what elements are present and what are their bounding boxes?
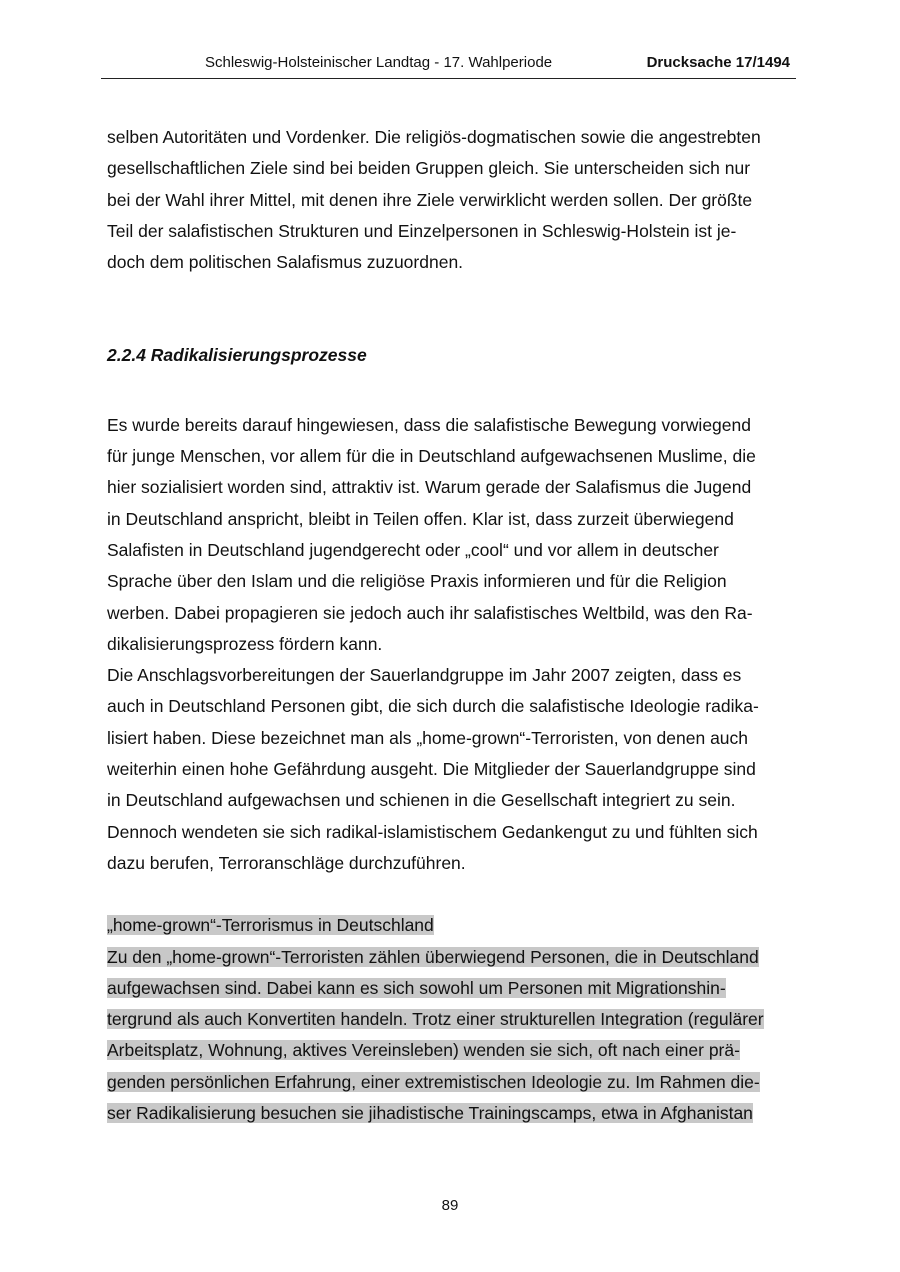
highlighted-line: Arbeitsplatz, Wohnung, aktives Vereinsleben) wenden sie sich, oft nach einer prä-: [107, 1040, 740, 1061]
highlighted-info-box: [107, 910, 797, 1129]
header-title: Schleswig-Holsteinischer Landtag - 17. Wahlperiode: [205, 54, 553, 71]
text-line: weiterhin einen hohe Gefährdung ausgeht. Die Mitglieder der Sauerlandgruppe sind: [107, 759, 756, 780]
text-line: Sprache über den Islam und die religiöse Praxis informieren und für die Religion: [107, 571, 727, 592]
text-line: Dennoch wendeten sie sich radikal-islamistischem Gedankengut zu und fühlten sich: [107, 821, 758, 842]
text-line: Es wurde bereits darauf hingewiesen, dass die salafistische Bewegung vorwiegend: [107, 414, 751, 435]
highlighted-line: genden persönlichen Erfahrung, einer extremistischen Ideologie zu. Im Rahmen die-: [107, 1071, 760, 1092]
text-line: Teil der salafistischen Strukturen und Einzelpersonen in Schleswig-Holstein ist je-: [107, 220, 737, 241]
paragraph-sauerland: [107, 660, 797, 879]
text-line: dazu berufen, Terroranschläge durchzuführen.: [107, 852, 466, 873]
text-line: gesellschaftlichen Ziele sind bei beiden Gruppen gleich. Sie unterscheiden sich nur: [107, 158, 751, 179]
text-line: dikalisierungsprozess fördern kann.: [107, 633, 383, 654]
page-number: 89: [441, 1197, 459, 1214]
section-heading: 2.2.4 Radikalisierungsprozesse: [107, 345, 367, 366]
text-line: hier sozialisiert worden sind, attraktiv ist. Warum gerade der Salafismus die Jugend: [107, 477, 752, 498]
text-line: werben. Dabei propagieren sie jedoch auch ihr salafistisches Weltbild, was den Ra-: [107, 602, 753, 623]
text-line: doch dem politischen Salafismus zuzuordnen.: [107, 252, 464, 273]
text-line: bei der Wahl ihrer Mittel, mit denen ihre Ziele verwirklicht werden sollen. Der größte: [107, 189, 753, 210]
paragraph-intro: [107, 122, 797, 278]
document-body: [107, 122, 797, 1129]
text-line: lisiert haben. Diese bezeichnet man als „home-grown“-Terroristen, von denen auch: [107, 727, 749, 748]
text-line: in Deutschland aufgewachsen und schienen in die Gesellschaft integriert zu sein.: [107, 790, 736, 811]
text-line: für junge Menschen, vor allem für die in Deutschland aufgewachsenen Muslime, die: [107, 446, 756, 467]
highlighted-line: Zu den „home-grown“-Terroristen zählen überwiegend Personen, die in Deutschland: [107, 946, 759, 967]
paragraph-radicalization: [107, 410, 797, 660]
text-line: selben Autoritäten und Vordenker. Die religiös-dogmatischen sowie die angestrebten: [107, 127, 761, 147]
page-header: [101, 52, 796, 79]
highlighted-line: aufgewachsen sind. Dabei kann es sich sowohl um Personen mit Migrationshin-: [107, 977, 726, 998]
text-line: Die Anschlagsvorbereitungen der Sauerlandgruppe im Jahr 2007 zeigten, dass es: [107, 665, 742, 686]
text-line: in Deutschland anspricht, bleibt in Teilen offen. Klar ist, dass zurzeit überwiegend: [107, 508, 734, 529]
text-line: Salafisten in Deutschland jugendgerecht oder „cool“ und vor allem in deutscher: [107, 539, 719, 560]
text-line: auch in Deutschland Personen gibt, die sich durch die salafistische Ideologie radika-: [107, 696, 759, 717]
highlighted-line: ser Radikalisierung besuchen sie jihadistische Trainingscamps, etwa in Afghanistan: [107, 1103, 753, 1124]
highlighted-line: tergrund als auch Konvertiten handeln. Trotz einer strukturellen Integration (regulärer: [107, 1009, 764, 1030]
document-reference: Drucksache 17/1494: [646, 54, 790, 71]
info-box-title: „home-grown“-Terrorismus in Deutschland: [107, 915, 434, 936]
